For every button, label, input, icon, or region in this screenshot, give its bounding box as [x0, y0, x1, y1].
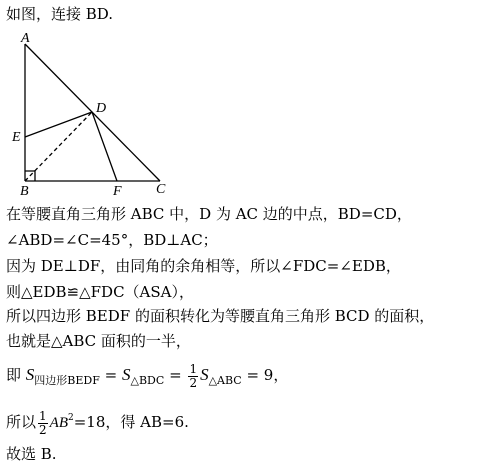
eq-s3: S [200, 365, 209, 384]
eq-s1: S [25, 365, 35, 384]
label-f: F [113, 184, 122, 196]
eq-fraction-half [188, 363, 198, 390]
text-line-2: ∠ABD=∠C=45°，BD⊥AC； [6, 231, 218, 249]
l8-prefix: 所以 [6, 413, 37, 431]
text-line-4: 则△EDB≌△FDC（ASA）， [6, 283, 194, 301]
label-a: A [21, 31, 30, 46]
segment-df [92, 112, 117, 181]
eq-tail: = 9， [246, 366, 289, 384]
label-c: C [156, 182, 166, 196]
l8-sup: 2 [67, 413, 74, 423]
segment-de [25, 112, 92, 137]
text-line-3: 因为 DE⊥DF，由同角的余角相等，所以∠FDC=∠EDB， [6, 257, 401, 275]
label-e: E [12, 130, 21, 145]
eq-frac-num: 1 [189, 361, 198, 376]
label-d: D [96, 101, 107, 116]
text-line-9: 故选 B. [6, 445, 57, 463]
eq-frac-den: 2 [189, 375, 198, 390]
geometry-figure [0, 26, 200, 196]
eq-equals-1: = [104, 366, 118, 384]
text-line-6: 也就是△ABC 面积的一半， [6, 332, 191, 350]
eq-sub-bedf: 四边形BEDF [34, 374, 100, 387]
text-line-8 [6, 403, 189, 438]
l8-frac-den: 2 [39, 422, 47, 437]
heading: 如图，连接 BD. [6, 5, 114, 23]
l8-fraction-half [38, 410, 48, 437]
text-line-1: 在等腰直角三角形 ABC 中，D 为 AC 边的中点，BD=CD， [6, 205, 412, 223]
eq-sub-abc: △ABC [208, 374, 242, 387]
eq-prefix: 即 [6, 366, 22, 384]
eq-s2: S [122, 365, 131, 384]
text-line-5: 所以四边形 BEDF 的面积转化为等腰直角三角形 BCD 的面积， [6, 307, 435, 325]
l8-tail: =18，得 AB=6. [73, 413, 189, 431]
eq-equals-2: = [169, 366, 182, 384]
eq-sub-bdc: △BDC [130, 374, 165, 387]
equation-area [6, 360, 288, 396]
label-b: B [20, 184, 29, 196]
l8-frac-num: 1 [39, 408, 47, 423]
l8-var-ab: AB [49, 415, 68, 431]
